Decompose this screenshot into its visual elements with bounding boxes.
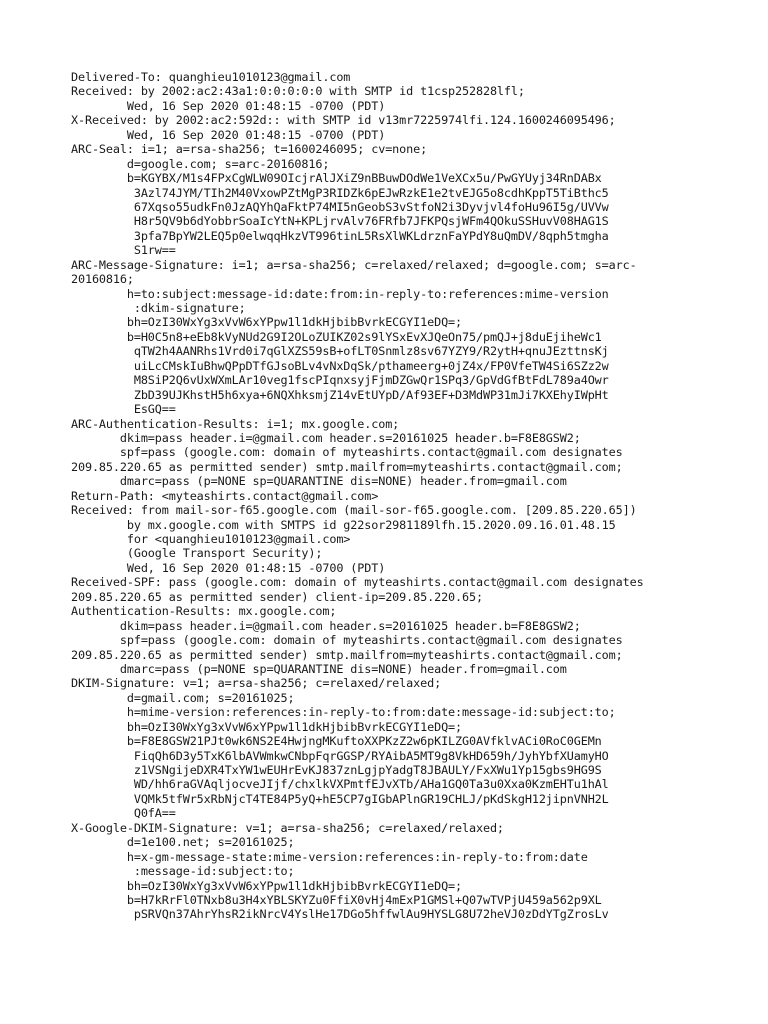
header-line: 20160816; bbox=[71, 272, 134, 287]
header-line: uiLcCMskIuBhwQPpDTfGJsoBLv4vNxDqSk/pthameerg+0jZ4x/FP0VfeTW4Si6SZz2w bbox=[71, 358, 609, 373]
header-line: b=KGYBX/M1s4FPxCgWLW09OIcjrAlJXiZ9nBBuwDOdWe1VeXCx5u/PwGYUyj34RnDABx bbox=[71, 171, 602, 186]
header-line: d=google.com; s=arc-20160816; bbox=[71, 156, 330, 171]
header-line: b=H7kRrFl0TNxb8u3H4xYBLSKYZu0FfiX0vHj4mExP1GMSl+Q07wTVPjU459a562p9XL bbox=[71, 892, 602, 907]
header-line: h=to:subject:message-id:date:from:in-reply-to:references:mime-version bbox=[71, 286, 609, 301]
header-line: h=x-gm-message-state:mime-version:references:in-reply-to:from:date bbox=[71, 849, 588, 864]
header-line: z1VSNgijeDXR4TxYW1wEUHrEvKJ837znLgjpYadgT8JBAULY/FxXWu1Yp15gbs9HG9S bbox=[71, 763, 602, 777]
header-line: spf=pass (google.com: domain of myteashirts.contact@gmail.com designates bbox=[71, 445, 623, 460]
header-line: :dkim-signature; bbox=[71, 301, 246, 315]
header-line: bh=OzI30WxYg3xVvW6xYPpw1l1dkHjbibBvrkECGYI1eDQ=; bbox=[71, 719, 463, 734]
header-line: WD/hh6raGVAqljocveJIjf/chxlkVXPmtfEJvXTb/AHa1GQ0Ta3u0Xxa0KzmEHTu1hAl bbox=[71, 777, 609, 792]
header-line: X-Google-DKIM-Signature: v=1; a=rsa-sha256; c=relaxed/relaxed; bbox=[71, 820, 504, 835]
header-line: 67Xqso55udkFn0JzAQYhQaFktP74MI5nGeobS3vStfoN2i3Dyvjvl4foHu96I5g/UVVw bbox=[71, 199, 609, 214]
header-line: DKIM-Signature: v=1; a=rsa-sha256; c=relaxed/relaxed; bbox=[71, 676, 442, 691]
header-line: Delivered-To: quanghieu1010123@gmail.com bbox=[71, 70, 351, 84]
header-line: h=mime-version:references:in-reply-to:from:date:message-id:subject:to; bbox=[71, 705, 616, 720]
header-line: 209.85.220.65 as permitted sender) smtp.mailfrom=myteashirts.contact@gmail.com; bbox=[71, 647, 623, 662]
header-line: Received-SPF: pass (google.com: domain of myteashirts.contact@gmail.com designates bbox=[71, 575, 644, 590]
header-line: VQMk5tfWr5xRbNjcT4TE84P5yQ+hE5CP7gIGbAPlnGR19CHLJ/pKdSkgH12jipnVNH2L bbox=[71, 791, 609, 806]
header-line: S1rw== bbox=[71, 243, 176, 258]
header-line: Authentication-Results: mx.google.com; bbox=[71, 604, 337, 619]
header-line: d=gmail.com; s=20161025; bbox=[71, 690, 295, 705]
header-line: ZbD39UJKhstH5h6xya+6NQXhksmjZ14vEtUYpD/Af93EF+D3MdWP31mJi7KXEhyIWpHt bbox=[71, 387, 609, 402]
header-line: spf=pass (google.com: domain of myteashirts.contact@gmail.com designates bbox=[71, 633, 623, 648]
header-line: Received: from mail-sor-f65.google.com (mail-sor-f65.google.com. [209.85.220.65]) bbox=[71, 503, 637, 518]
header-line: pSRVQn37AhrYhsR2ikNrcV4YslHe17DGo5hffwlAu9HYSLG8U72heVJ0zDdYTgZrosLv bbox=[71, 907, 609, 922]
header-line: ARC-Message-Signature: i=1; a=rsa-sha256; c=relaxed/relaxed; d=google.com; s=arc- bbox=[71, 257, 637, 272]
header-line: bh=OzI30WxYg3xVvW6xYPpw1l1dkHjbibBvrkECGYI1eDQ=; bbox=[71, 878, 463, 893]
header-line: bh=OzI30WxYg3xVvW6xYPpw1l1dkHjbibBvrkECGYI1eDQ=; bbox=[71, 315, 463, 330]
header-line: by mx.google.com with SMTPS id g22sor2981189lfh.15.2020.09.16.01.48.15 bbox=[71, 517, 616, 532]
header-line: M8SiP2Q6vUxWXmLAr10veg1fscPIqnxsyjFjmDZGwQr1SPq3/GpVdGfBtFdL789a4Owr bbox=[71, 373, 609, 388]
header-line: for <quanghieu1010123@gmail.com> bbox=[71, 532, 351, 546]
header-line: Wed, 16 Sep 2020 01:48:15 -0700 (PDT) bbox=[71, 127, 386, 142]
header-line: d=1e100.net; s=20161025; bbox=[71, 835, 295, 850]
header-line: 3Azl74JYM/TIh2M40VxowPZtMgP3RIDZk6pEJwRzkE1e2tvEJG5o8cdhKppT5TiBthc5 bbox=[71, 185, 609, 200]
header-line: dkim=pass header.i=@gmail.com header.s=20161025 header.b=F8E8GSW2; bbox=[71, 430, 581, 445]
header-line: EsGQ== bbox=[71, 402, 176, 417]
header-line: ARC-Seal: i=1; a=rsa-sha256; t=1600246095; cv=none; bbox=[71, 142, 428, 157]
header-line: dmarc=pass (p=NONE sp=QUARANTINE dis=NONE) header.from=gmail.com bbox=[71, 474, 567, 489]
header-line: Wed, 16 Sep 2020 01:48:15 -0700 (PDT) bbox=[71, 98, 386, 113]
header-line: qTW2h4AANRhs1Vrd0i7qGlXZS59sB+ofLT0Snmlz8sv67YZY9/R2ytH+qnuJEzttnsKj bbox=[71, 344, 609, 359]
header-line: H8r5QV9b6dYobbrSoaIcYtN+KPLjrvAlv76FRfb7JFKPQsjWFm4QOkuSSHuvV08HAG1S bbox=[71, 214, 609, 229]
header-line: ARC-Authentication-Results: i=1; mx.google.com; bbox=[71, 416, 400, 431]
header-line: 209.85.220.65 as permitted sender) smtp.mailfrom=myteashirts.contact@gmail.com; bbox=[71, 459, 623, 474]
header-line: Q0fA== bbox=[71, 806, 176, 821]
header-line: b=H0C5n8+eEb8kVyNUd2G9I2OLoZUIKZ02s9lYSxEvXJQeOn75/pmQJ+j8duEjiheWc1 bbox=[71, 329, 602, 344]
header-line: dmarc=pass (p=NONE sp=QUARANTINE dis=NONE) header.from=gmail.com bbox=[71, 661, 567, 676]
header-line: 209.85.220.65 as permitted sender) client-ip=209.85.220.65; bbox=[71, 589, 483, 604]
header-line: :message-id:subject:to; bbox=[71, 864, 295, 879]
header-line: b=F8E8GSW21PJt0wk6NS2E4HwjngMKuftoXXPKzZ2w6pKILZG0AVfklvACi0RoC0GEMn bbox=[71, 734, 602, 749]
header-line: Received: by 2002:ac2:43a1:0:0:0:0:0 with SMTP id t1csp252828lfl; bbox=[71, 84, 525, 99]
header-line: 3pfa7BpYW2LEQ5p0elwqqHkzVT996tinL5RsXlWKLdrznFaYPdY8uQmDV/8qph5tmgha bbox=[71, 228, 609, 243]
raw-email-headers bbox=[71, 70, 731, 922]
header-line: Wed, 16 Sep 2020 01:48:15 -0700 (PDT) bbox=[71, 560, 386, 575]
header-line: FiqQh6D3y5TxK6lbAVWmkwCNbpFqrGGSP/RYAibA5MT9g8VkHD659h/JyhYbfXUamyHO bbox=[71, 748, 609, 763]
header-line: (Google Transport Security); bbox=[71, 546, 323, 561]
header-line: X-Received: by 2002:ac2:592d:: with SMTP id v13mr7225974lfi.124.1600246095496; bbox=[71, 113, 616, 128]
header-line: dkim=pass header.i=@gmail.com header.s=20161025 header.b=F8E8GSW2; bbox=[71, 618, 581, 633]
header-line: Return-Path: <myteashirts.contact@gmail.com> bbox=[71, 488, 379, 503]
